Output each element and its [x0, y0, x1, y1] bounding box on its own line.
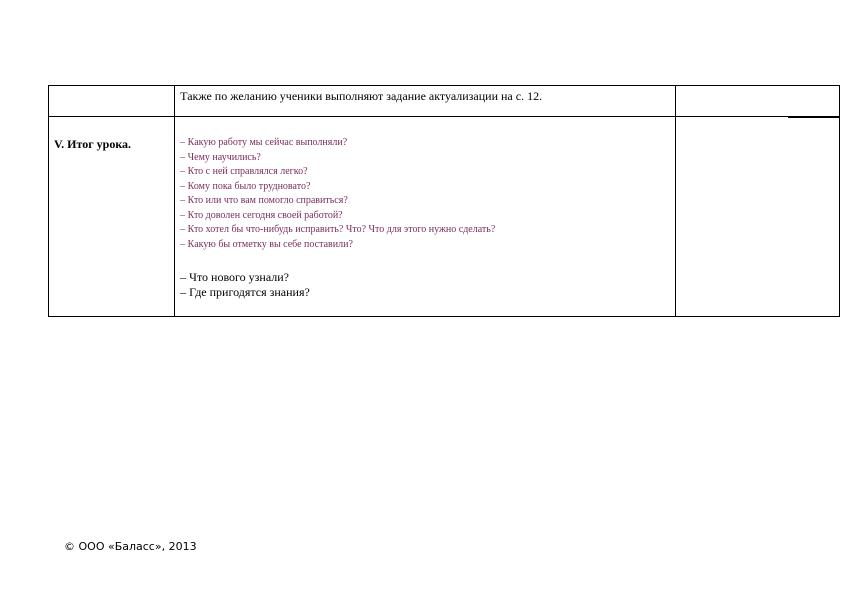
reflection-questions-list [175, 117, 675, 252]
list-item: – Кто с ней справлялся легко? [180, 166, 308, 177]
lesson-plan-table [48, 85, 840, 317]
list-item: – Какую работу мы сейчас выполняли? [180, 137, 348, 148]
content-cell [175, 117, 676, 317]
list-item: – Где пригодятся знания? [180, 285, 310, 299]
content-cell [175, 86, 676, 117]
summary-questions-list [175, 252, 675, 300]
stage-cell [49, 86, 175, 117]
notes-cell [675, 86, 839, 117]
list-item: – Кому пока было трудновато? [180, 180, 311, 192]
stage-cell [49, 117, 175, 317]
table-row [49, 86, 840, 117]
list-item: – Что нового узнали? [180, 270, 289, 284]
list-item: – Какую бы отметку вы себе поставили? [180, 238, 353, 250]
notes-cell [675, 117, 839, 317]
table-row [49, 117, 840, 317]
list-item: – Кто или что вам помогло справиться? [180, 195, 348, 206]
stage-title: V. Итог урока. [54, 137, 132, 151]
list-item: – Кто доволен сегодня своей работой? [180, 209, 343, 221]
list-item: – Чему научились? [180, 151, 261, 163]
actualization-note: Также по желанию ученики выполняют задание актуализации на с. 12. [180, 89, 543, 103]
copyright-footer: © ООО «Баласс», 2013 [64, 540, 197, 553]
list-item: – Кто хотел бы что-нибудь исправить? Что? Что для этого нужно сделать? [180, 224, 496, 235]
